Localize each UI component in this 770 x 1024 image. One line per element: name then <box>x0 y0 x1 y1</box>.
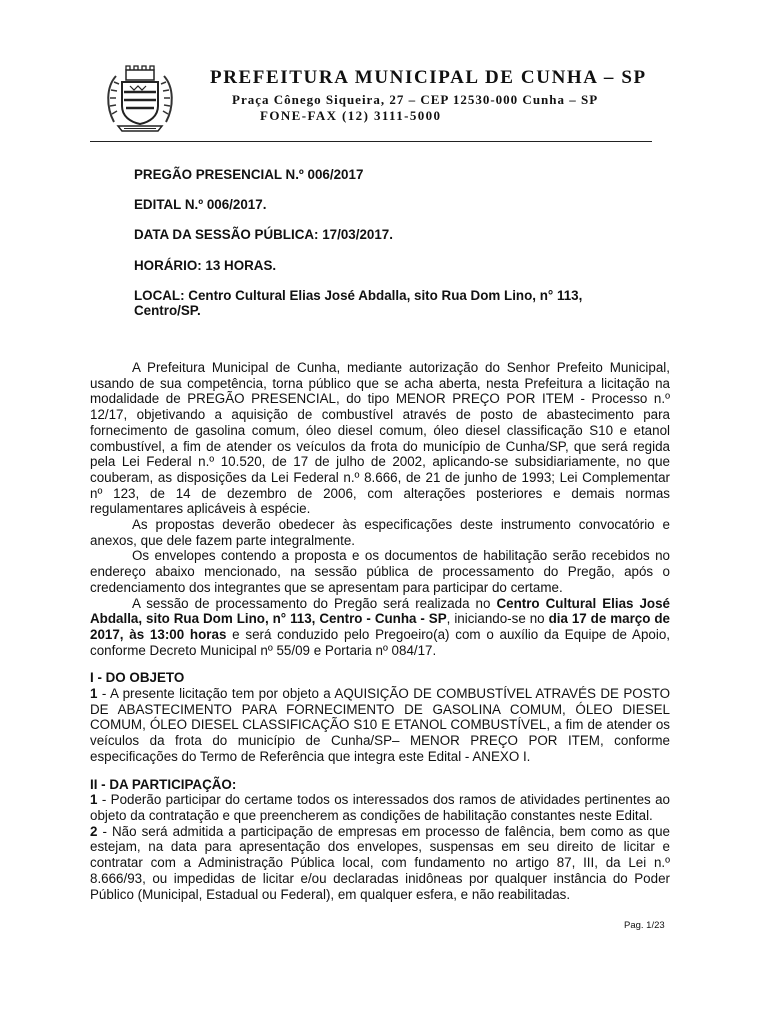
intro-p4-datetime: dia 17 de março de 2017, às 13:00 horas <box>90 611 670 642</box>
section-1-item-1-num: 1 <box>90 686 98 702</box>
intro-p4-location: Centro Cultural Elias José Abdalla, sito Rua Dom Lino, n° 113, Centro - Cunha - SP <box>90 595 671 627</box>
intro-p4-text-a: A sessão de processamento do Pregão será realizada no <box>132 595 497 611</box>
document-body <box>90 360 670 902</box>
section-2-item-2-text: - Não será admitida a participação de empresas em processo de falência, bem como as que estejam, na data para apresentação dos envelopes, suspensas em seu direito de licitar e contratar com a Administração Pública local, com fundamento no artigo 87, III, da Lei n.º 8.666/93, ou impedidas de licitar e/ou declaradas inidôneas por qualquer instância do Poder Público (Municipal, Estadual ou Federal), em qualquer esfera, e não reabilitadas. <box>90 823 670 902</box>
section-1-item-1-text: - A presente licitação tem por objeto a AQUISIÇÃO DE COMBUSTÍVEL ATRAVÉS DE POSTO DE ABASTECIMENTO PARA FORNECIMENTO DE GASOLINA COMUM, ÓLEO DIESEL COMUM, ÓLEO DIESEL CLASSIFICAÇÃO S10 E ETANOL COMBUSTÍVEL, a fim de atender os veículos da frota do município de Cunha/SP– MENOR PREÇO POR ITEM, conforme especificações do Termo de Referência que integra este Edital - ANEXO I. <box>90 686 670 764</box>
info-pregao: PREGÃO PRESENCIAL N.º 006/2017 <box>134 167 364 182</box>
intro-paragraph-2: As propostas deverão obedecer às especificações deste instrumento convocatório e anexos, que dele fazem parte integralmente. <box>90 517 670 548</box>
header-title: PREFEITURA MUNICIPAL DE CUNHA – SP <box>210 67 647 88</box>
intro-p4-text-c: , iniciando-se no <box>446 611 549 627</box>
coat-of-arms-icon <box>104 62 176 134</box>
section-2-title: II - DA PARTICIPAÇÃO: <box>90 776 237 792</box>
intro-paragraph-1: A Prefeitura Municipal de Cunha, mediante autorização do Senhor Prefeito Municipal, usando de sua competência, torna público que se acha aberta, nesta Prefeitura a licitação na modalidade de PREGÃO PRESENCIAL, do tipo MENOR PREÇO POR ITEM - Processo n.º 12/17, objetivando a aquisição de combustível através de posto de abastecimento para fornecimento de gasolina comum, óleo diesel comum, óleo diesel classificação S10 e etanol combustível, a fim de atender os veículos da frota do município de Cunha/SP, que será regida pela Lei Federal n.º 10.520, de 17 de julho de 2002, aplicando-se subsidiariamente, no que couberam, as disposições da Lei Federal n.º 8.666, de 21 de junho de 1993; Lei Complementar nº 123, de 14 de dezembro de 2006, com alterações posteriores e demais normas regulamentares aplicáveis à espécie. <box>90 360 670 517</box>
info-edital: EDITAL N.º 006/2017. <box>134 197 267 212</box>
section-2-item-2 <box>90 824 670 903</box>
info-session-date: DATA DA SESSÃO PÚBLICA: 17/03/2017. <box>134 227 393 242</box>
section-2-item-1-text: - Poderão participar do certame todos os interessados dos ramos de atividades pertinentes ao objeto da contratação e que preencherem as condições de habilitação constantes neste Edital. <box>90 792 670 823</box>
info-location-line1: LOCAL: Centro Cultural Elias José Abdalla, sito Rua Dom Lino, n° 113, <box>134 288 583 303</box>
section-1-title: I - DO OBJETO <box>90 670 185 686</box>
intro-p4-text-e: e será conduzido pelo Pregoeiro(a) com o auxílio da Equipe de Apoio, conforme Decreto Municipal nº 55/09 e Portaria nº 084/17. <box>90 626 670 658</box>
header-address: Praça Cônego Siqueira, 27 – CEP 12530-000 Cunha – SP <box>232 92 599 107</box>
intro-paragraph-4 <box>90 596 670 659</box>
header-divider <box>90 141 652 142</box>
header-phone: FONE-FAX (12) 3111-5000 <box>260 108 442 123</box>
intro-paragraph-3: Os envelopes contendo a proposta e os documentos de habilitação serão recebidos no endereço abaixo mencionado, na sessão pública de processamento do Pregão, após o credenciamento dos integrantes que se apresentam para participar do certame. <box>90 548 670 595</box>
section-1-item-1 <box>90 686 670 765</box>
info-schedule: HORÁRIO: 13 HORAS. <box>134 258 277 273</box>
info-location-line2: Centro/SP. <box>134 303 201 318</box>
section-2-item-2-num: 2 <box>90 823 98 839</box>
page-number: Pag. 1/23 <box>624 920 665 931</box>
section-2-item-1 <box>90 792 670 823</box>
section-2-item-1-num: 1 <box>90 792 98 808</box>
